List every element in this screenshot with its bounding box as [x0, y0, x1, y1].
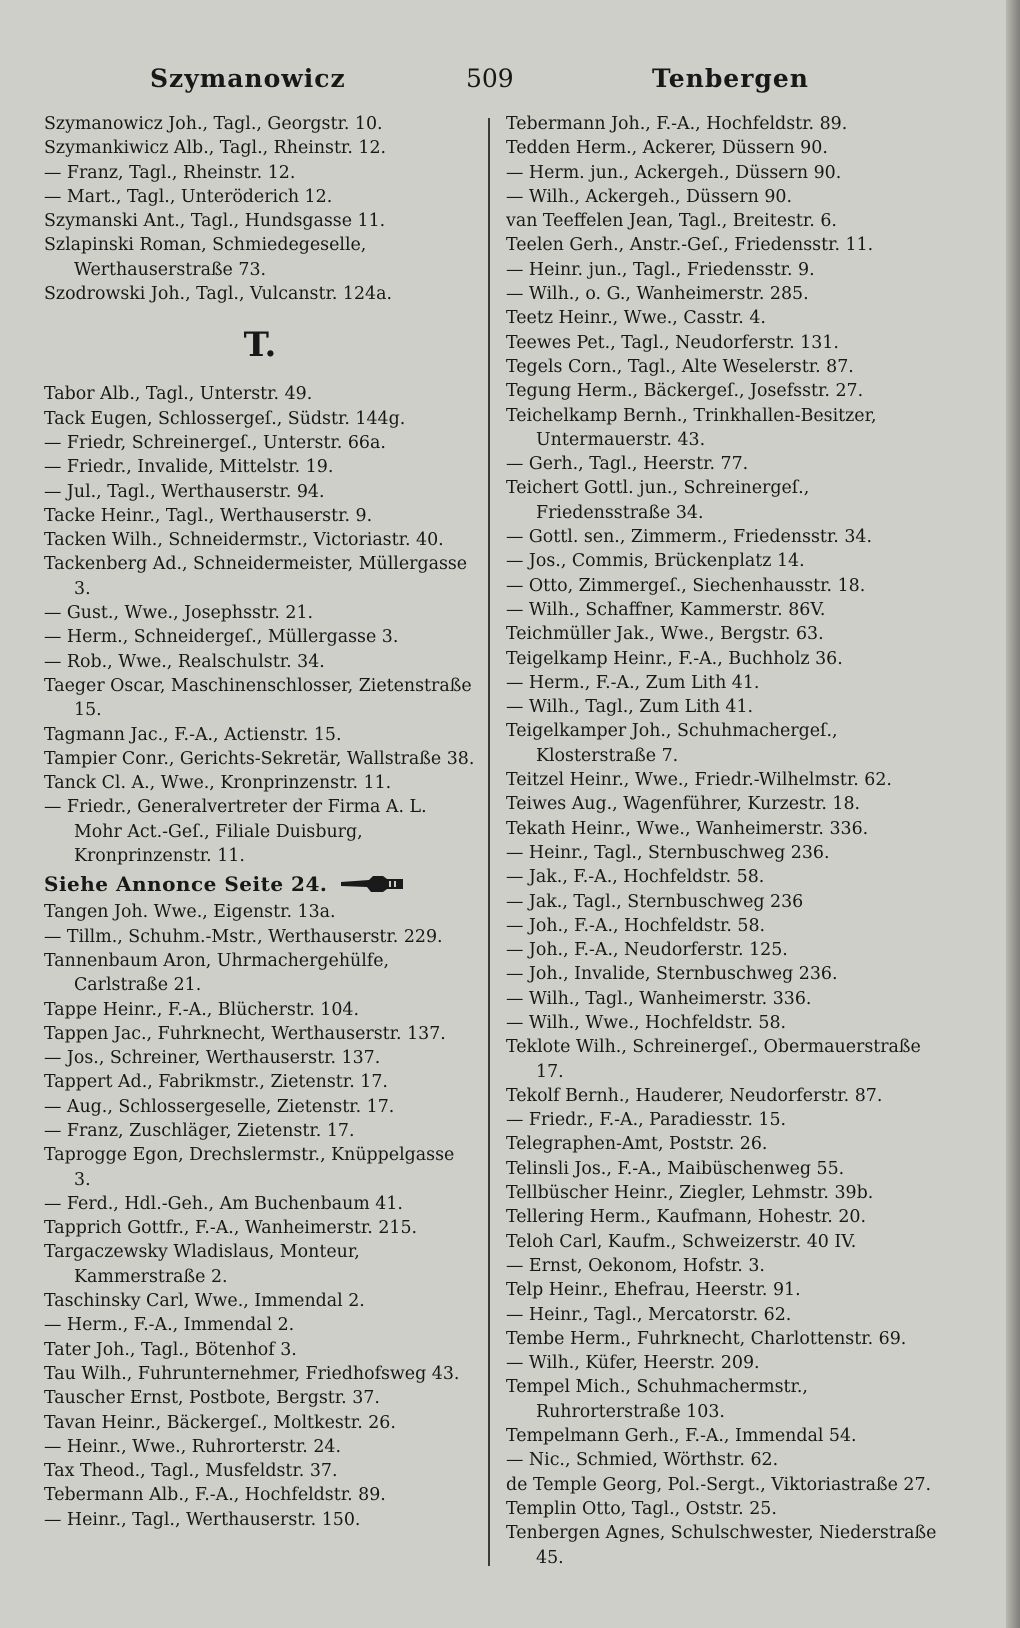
directory-entry: Tannenbaum Aron, Uhrmachergehülfe, Carlstraße 21.	[44, 950, 390, 996]
directory-entry: — Ferd., Hdl.-Geh., Am Buchenbaum 41.	[44, 1193, 403, 1214]
directory-entry: — Joh., F.-A., Neudorferstr. 125.	[506, 940, 788, 961]
header-right-keyword: Tenbergen	[652, 64, 809, 93]
directory-entry: — Heinr., Wwe., Ruhrorterstr. 24.	[44, 1436, 341, 1457]
directory-entry: de Temple Georg, Pol.-Sergt., Viktoriastraße 27.	[506, 1474, 932, 1495]
directory-entry: Telp Heinr., Ehefrau, Heerstr. 91.	[506, 1280, 801, 1301]
directory-entry: — Gerh., Tagl., Heerstr. 77.	[506, 454, 749, 475]
directory-entry: — Franz, Tagl., Rheinstr. 12.	[44, 162, 296, 183]
directory-entry: Teitzel Heinr., Wwe., Friedr.-Wilhelmstr. 62.	[506, 770, 892, 791]
directory-entry: Tackenberg Ad., Schneidermeister, Müllergasse 3.	[44, 554, 468, 599]
annonce-text: Siehe Annonce Seite 24.	[44, 872, 328, 897]
directory-entry: Tellering Herm., Kaufmann, Hohestr. 20.	[506, 1207, 867, 1228]
directory-entry: Tapprich Gottfr., F.-A., Wanheimerstr. 215.	[44, 1218, 418, 1239]
directory-entry: — Joh., F.-A., Hochfeldstr. 58.	[506, 915, 766, 936]
right-column	[506, 112, 944, 1570]
directory-entry: Teelen Gerh., Anstr.-Geſ., Friedensstr. 11.	[506, 235, 874, 256]
directory-entry: — Herm., Schneidergeſ., Müllergasse 3.	[44, 627, 399, 648]
directory-entry: Teigelkamp Heinr., F.-A., Buchholz 36.	[506, 648, 843, 669]
directory-entry: Szymankiwicz Alb., Tagl., Rheinstr. 12.	[44, 138, 387, 159]
directory-entry: Tempel Mich., Schuhmachermstr., Ruhrorterstraße 103.	[506, 1377, 808, 1422]
directory-entry: Tappe Heinr., F.-A., Blücherstr. 104.	[44, 999, 359, 1020]
directory-entry: Tater Joh., Tagl., Bötenhof 3.	[44, 1339, 297, 1360]
directory-entry: Teklote Wilh., Schreinergeſ., Obermauerstraße 17.	[506, 1037, 921, 1082]
directory-entry: — Aug., Schlossergeselle, Zietenstr. 17.	[44, 1096, 395, 1117]
directory-entry: — Friedr., Invalide, Mittelstr. 19.	[44, 457, 334, 478]
right-entries	[506, 112, 944, 1570]
directory-entry: Targaczewsky Wladislaus, Monteur, Kammerstraße 2.	[44, 1242, 360, 1287]
directory-entry: Teetz Heinr., Wwe., Casstr. 4.	[506, 308, 766, 329]
section-letter: T.	[243, 325, 277, 366]
directory-entry: — Wilh., Tagl., Zum Lith 41.	[506, 697, 754, 718]
directory-entry: — Wilh., Schaffner, Kammerstr. 86V.	[506, 599, 826, 620]
directory-entry: Tappert Ad., Fabrikmstr., Zietenstr. 17.	[44, 1072, 388, 1093]
directory-entry: — Jul., Tagl., Werthauserstr. 94.	[44, 481, 325, 502]
directory-entry: Tack Eugen, Schlossergeſ., Südstr. 144g.	[44, 408, 406, 429]
left-entries-after	[44, 900, 476, 1532]
directory-entry: Tappen Jac., Fuhrknecht, Werthauserstr. 137.	[44, 1023, 446, 1044]
directory-entry: — Friedr., Generalvertreter der Firma A. L. Mohr Act.-Geſ., Filiale Duisburg, Kronprinzenstr. 11.	[44, 797, 427, 867]
left-entries-before	[44, 112, 476, 306]
directory-entry: Szlapinski Roman, Schmiedegeselle, Werthauserstraße 73.	[44, 235, 367, 280]
directory-entry: — Gust., Wwe., Josephsstr. 21.	[44, 603, 314, 624]
left-column	[44, 112, 476, 1532]
directory-entry: Tebermann Alb., F.-A., Hochfeldstr. 89.	[44, 1485, 386, 1506]
directory-entry: Szymanowicz Joh., Tagl., Georgstr. 10.	[44, 114, 383, 134]
directory-entry: Taeger Oscar, Maschinenschlosser, Zietenstraße 15.	[44, 675, 472, 721]
page-header	[40, 58, 980, 98]
directory-entry: Tacke Heinr., Tagl., Werthauserstr. 9.	[44, 505, 373, 526]
page-number: 509	[466, 64, 514, 93]
directory-entry: Tebermann Joh., F.-A., Hochfeldstr. 89.	[506, 114, 848, 134]
left-entries-section	[44, 382, 476, 868]
pointing-hand-icon	[339, 873, 405, 895]
directory-entry: — Heinr., Tagl., Sternbuschweg 236.	[506, 842, 830, 863]
directory-entry: — Jak., Tagl., Sternbuschweg 236	[506, 891, 804, 912]
directory-entry: Tauscher Ernst, Postbote, Bergstr. 37.	[44, 1388, 380, 1409]
directory-entry: — Wilh., Ackergeh., Düssern 90.	[506, 186, 793, 207]
directory-entry: — Franz, Zuschläger, Zietenstr. 17.	[44, 1120, 355, 1141]
directory-entry: Tempelmann Gerh., F.-A., Immendal 54.	[506, 1426, 857, 1447]
directory-entry: Tanck Cl. A., Wwe., Kronprinzenstr. 11.	[44, 773, 392, 794]
directory-entry: — Friedr, Schreinergeſ., Unterstr. 66a.	[44, 432, 386, 453]
directory-entry: — Wilh., Tagl., Wanheimerstr. 336.	[506, 988, 812, 1009]
directory-entry: Teloh Carl, Kaufm., Schweizerstr. 40 IV.	[506, 1231, 857, 1252]
directory-entry: Taprogge Egon, Drechslermstr., Knüppelgasse 3.	[44, 1145, 455, 1190]
directory-entry: — Wilh., o. G., Wanheimerstr. 285.	[506, 284, 809, 305]
directory-entry: Tekolf Bernh., Hauderer, Neudorferstr. 87.	[506, 1085, 883, 1106]
directory-entry: — Wilh., Küfer, Heerstr. 209.	[506, 1353, 760, 1374]
directory-entry: Teewes Pet., Tagl., Neudorferstr. 131.	[506, 332, 839, 353]
directory-entry: Tedden Herm., Ackerer, Düssern 90.	[506, 138, 828, 159]
directory-entry: — Wilh., Wwe., Hochfeldstr. 58.	[506, 1012, 787, 1033]
directory-entry: — Heinr. jun., Tagl., Friedensstr. 9.	[506, 259, 815, 280]
directory-entry: Tax Theod., Tagl., Musfeldstr. 37.	[44, 1461, 338, 1482]
directory-entry: Tagmann Jac., F.-A., Actienstr. 15.	[44, 724, 342, 745]
directory-entry: Tau Wilh., Fuhrunternehmer, Friedhofsweg 43.	[44, 1363, 460, 1384]
directory-entry: Telegraphen-Amt, Poststr. 26.	[506, 1134, 768, 1155]
directory-entry: Tenbergen Agnes, Schulschwester, Niederstraße 45.	[506, 1523, 937, 1568]
directory-entry: Templin Otto, Tagl., Oststr. 25.	[506, 1498, 777, 1519]
directory-entry: Tangen Joh. Wwe., Eigenstr. 13a.	[44, 902, 336, 923]
directory-entry: Tellbüscher Heinr., Ziegler, Lehmstr. 39b.	[506, 1183, 874, 1204]
directory-entry: Teichmüller Jak., Wwe., Bergstr. 63.	[506, 624, 824, 645]
directory-entry: Tegung Herm., Bäckergeſ., Josefsstr. 27.	[506, 381, 864, 402]
directory-entry: Teichert Gottl. jun., Schreinergeſ., Friedensstraße 34.	[506, 478, 810, 523]
directory-entry: — Friedr., F.-A., Paradiesstr. 15.	[506, 1110, 787, 1131]
column-divider	[488, 118, 490, 1566]
directory-entry: — Otto, Zimmergeſ., Siechenhausstr. 18.	[506, 575, 866, 596]
directory-entry: Tampier Conr., Gerichts-Sekretär, Wallstraße 38.	[44, 748, 475, 769]
directory-entry: — Mart., Tagl., Unteröderich 12.	[44, 186, 333, 207]
directory-entry: — Gottl. sen., Zimmerm., Friedensstr. 34.	[506, 527, 872, 548]
directory-entry: van Teeffelen Jean, Tagl., Breitestr. 6.	[506, 211, 837, 232]
directory-entry: Tembe Herm., Fuhrknecht, Charlottenstr. 69.	[506, 1328, 907, 1349]
directory-entry: Teiwes Aug., Wagenführer, Kurzestr. 18.	[506, 794, 861, 815]
directory-entry: — Rob., Wwe., Realschulstr. 34.	[44, 651, 325, 672]
directory-entry: Szymanski Ant., Tagl., Hundsgasse 11.	[44, 211, 386, 232]
directory-entry: Taschinsky Carl, Wwe., Immendal 2.	[44, 1291, 365, 1312]
directory-entry: — Jos., Schreiner, Werthauserstr. 137.	[44, 1048, 381, 1069]
directory-entry: — Jos., Commis, Brückenplatz 14.	[506, 551, 805, 572]
directory-entry: Tavan Heinr., Bäckergeſ., Moltkestr. 26.	[44, 1412, 396, 1433]
directory-entry: Szodrowski Joh., Tagl., Vulcanstr. 124a.	[44, 284, 392, 305]
directory-entry: — Heinr., Tagl., Mercatorstr. 62.	[506, 1304, 792, 1325]
directory-entry: — Nic., Schmied, Wörthstr. 62.	[506, 1450, 779, 1471]
directory-entry: Tacken Wilh., Schneidermstr., Victoriastr. 40.	[44, 530, 444, 551]
directory-entry: — Herm., F.-A., Zum Lith 41.	[506, 672, 760, 693]
annonce-notice	[44, 870, 476, 898]
directory-entry: — Herm. jun., Ackergeh., Düssern 90.	[506, 162, 842, 183]
directory-entry: Tekath Heinr., Wwe., Wanheimerstr. 336.	[506, 818, 869, 839]
header-left-keyword: Szymanowicz	[150, 64, 346, 93]
directory-entry: Teigelkamper Joh., Schuhmachergeſ., Klosterstraße 7.	[506, 721, 838, 766]
directory-entry: Teichelkamp Bernh., Trinkhallen-Besitzer, Untermauerstr. 43.	[506, 405, 877, 450]
directory-entry: — Tillm., Schuhm.-Mstr., Werthauserstr. 229.	[44, 926, 443, 947]
directory-entry: Tabor Alb., Tagl., Unterstr. 49.	[44, 384, 313, 405]
directory-entry: — Ernst, Oekonom, Hofstr. 3.	[506, 1255, 765, 1276]
directory-entry: — Heinr., Tagl., Werthauserstr. 150.	[44, 1509, 361, 1530]
directory-entry: — Herm., F.-A., Immendal 2.	[44, 1315, 295, 1336]
directory-entry: — Joh., Invalide, Sternbuschweg 236.	[506, 964, 838, 985]
directory-entry: Telinsli Jos., F.-A., Maibüschenweg 55.	[506, 1158, 845, 1179]
directory-entry: Tegels Corn., Tagl., Alte Weselerstr. 87.	[506, 356, 854, 377]
directory-entry: — Jak., F.-A., Hochfeldstr. 58.	[506, 867, 765, 888]
